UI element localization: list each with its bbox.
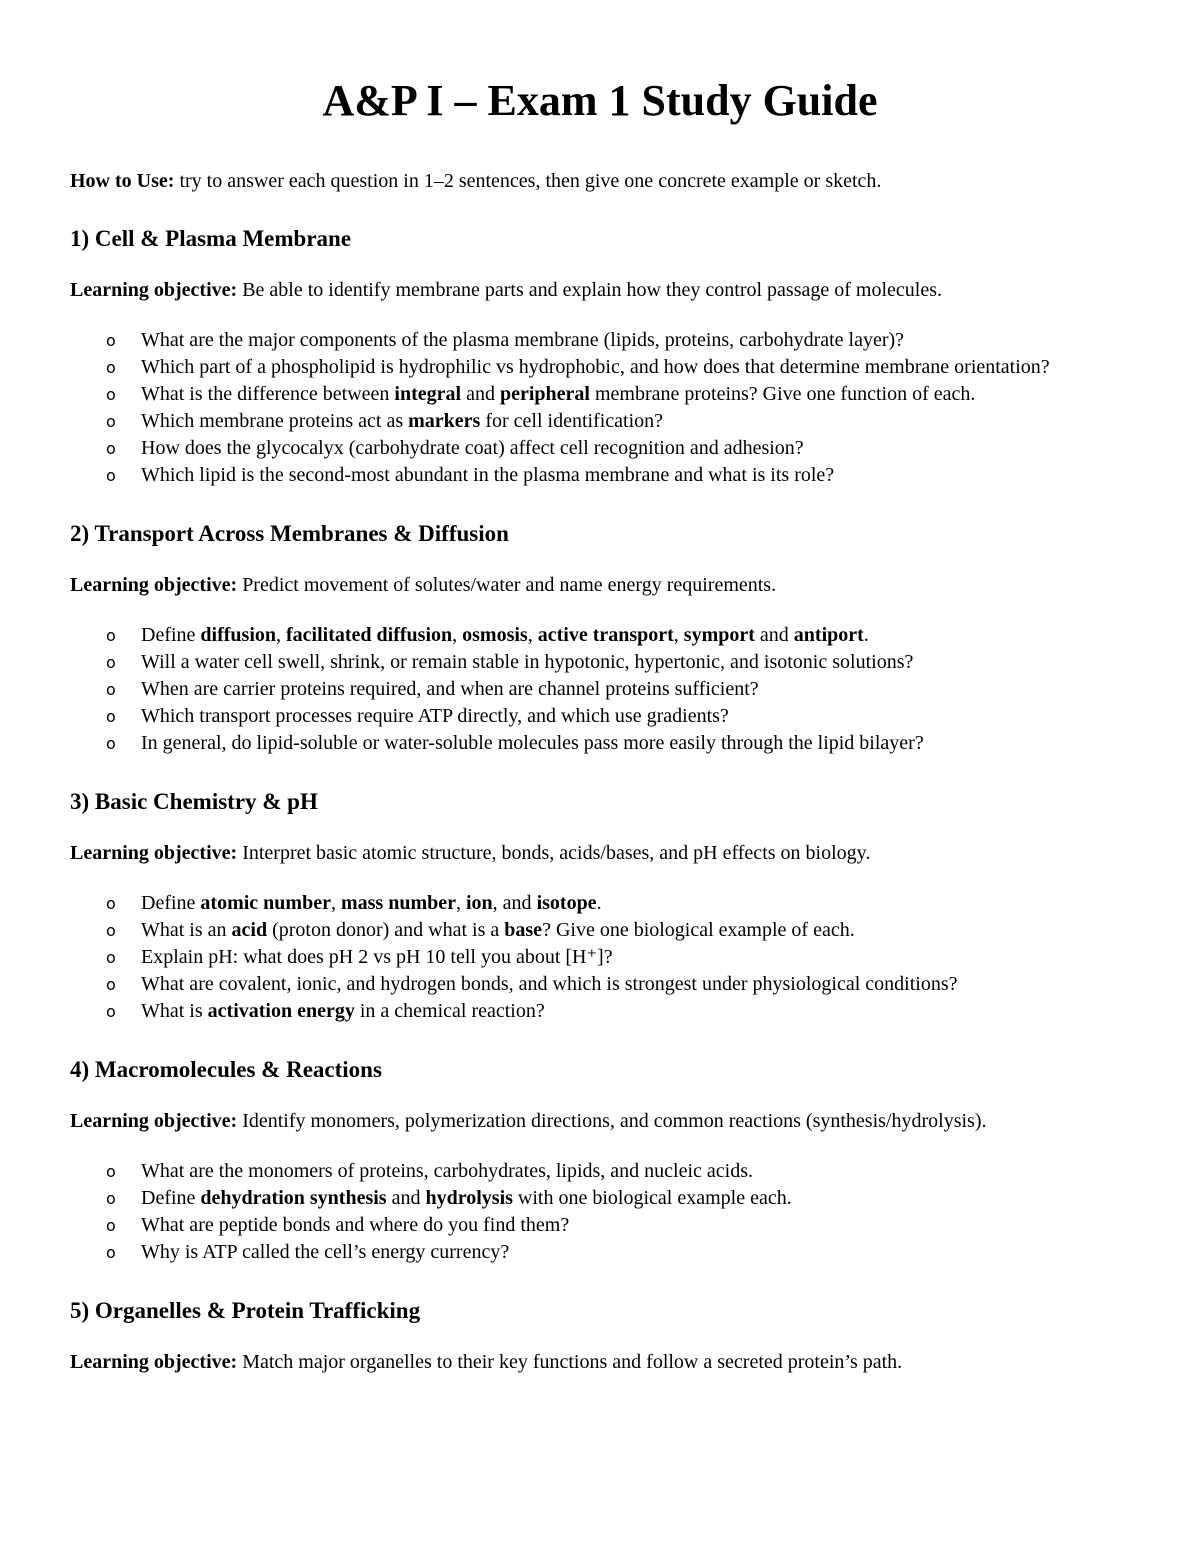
question-item [70, 703, 1130, 730]
hollow-circle-bullet-icon: o [106, 358, 116, 377]
question-text: Explain pH: what does pH 2 vs pH 10 tell you about [H⁺]? [141, 946, 613, 968]
hollow-circle-bullet-icon: o [106, 1002, 116, 1021]
hollow-circle-bullet-icon: o [106, 385, 116, 404]
page-title: A&P I – Exam 1 Study Guide [322, 76, 878, 125]
question-text: , [330, 892, 341, 914]
section-2 [70, 519, 1130, 757]
question-text: for cell identification? [480, 410, 664, 432]
question-text: In general, do lipid-soluble or water-soluble molecules pass more easily through the lipid bilayer? [141, 732, 924, 754]
question-item [70, 944, 1130, 971]
question-list [70, 1158, 1130, 1266]
question-text: in a chemical reaction? [354, 1000, 545, 1022]
question-text: Why is ATP called the cell’s energy currency? [141, 1241, 510, 1263]
question-list [70, 327, 1130, 489]
learning-objective-text: Match major organelles to their key functions and follow a secreted protein’s path. [242, 1351, 903, 1373]
key-term: ion [465, 892, 493, 914]
learning-objective-label: Learning objective: [70, 574, 238, 596]
question-text: , and [492, 892, 537, 914]
question-text: What is [141, 1000, 208, 1022]
question-item [70, 1239, 1130, 1266]
question-text: Define [141, 892, 201, 914]
question-text: (proton donor) and what is a [267, 919, 505, 941]
question-list [70, 890, 1130, 1025]
question-text: with one biological example each. [512, 1187, 792, 1209]
learning-objective [70, 1349, 1130, 1376]
question-text: Which transport processes require ATP directly, and which use gradients? [141, 705, 729, 727]
question-text: . [596, 892, 602, 914]
question-text: , [452, 624, 463, 646]
question-item [70, 354, 1130, 381]
learning-objective [70, 572, 1130, 599]
hollow-circle-bullet-icon: o [106, 439, 116, 458]
question-text: How does the glycocalyx (carbohydrate coat) affect cell recognition and adhesion? [141, 437, 804, 459]
question-text: Define [141, 1187, 201, 1209]
key-term: base [504, 919, 543, 941]
key-term: hydrolysis [425, 1187, 513, 1209]
key-term: integral [394, 383, 462, 405]
hollow-circle-bullet-icon: o [106, 1243, 116, 1262]
hollow-circle-bullet-icon: o [106, 412, 116, 431]
learning-objective [70, 840, 1130, 867]
hollow-circle-bullet-icon: o [106, 626, 116, 645]
hollow-circle-bullet-icon: o [106, 921, 116, 940]
key-term: active transport [537, 624, 674, 646]
learning-objective [70, 1108, 1130, 1135]
learning-objective-label: Learning objective: [70, 842, 238, 864]
key-term: acid [231, 919, 268, 941]
question-text: , [527, 624, 538, 646]
question-text: and [461, 383, 500, 405]
question-item [70, 435, 1130, 462]
question-text: What are covalent, ionic, and hydrogen bonds, and which is strongest under physiological conditions? [141, 973, 958, 995]
question-text: and [386, 1187, 426, 1209]
key-term: osmosis [462, 624, 528, 646]
learning-objective-label: Learning objective: [70, 1351, 238, 1373]
learning-objective-text: Predict movement of solutes/water and name energy requirements. [242, 574, 777, 596]
hollow-circle-bullet-icon: o [106, 975, 116, 994]
question-item [70, 890, 1130, 917]
question-item [70, 327, 1130, 354]
how-to-use-text: try to answer each question in 1–2 sentences, then give one concrete example or sketch. [179, 170, 882, 192]
question-item [70, 1185, 1130, 1212]
section-4 [70, 1055, 1130, 1266]
hollow-circle-bullet-icon: o [106, 948, 116, 967]
key-term: facilitated diffusion [286, 624, 453, 646]
hollow-circle-bullet-icon: o [106, 1162, 116, 1181]
key-term: isotope [536, 892, 597, 914]
question-item [70, 408, 1130, 435]
question-item [70, 649, 1130, 676]
key-term: activation energy [207, 1000, 355, 1022]
question-text: , [455, 892, 466, 914]
key-term: dehydration synthesis [200, 1187, 387, 1209]
learning-objective-text: Identify monomers, polymerization directions, and common reactions (synthesis/hydrolysis). [242, 1110, 987, 1132]
question-item [70, 998, 1130, 1025]
hollow-circle-bullet-icon: o [106, 894, 116, 913]
section-heading: 5) Organelles & Protein Trafficking [70, 1298, 421, 1323]
key-term: atomic number [200, 892, 331, 914]
section-heading: 3) Basic Chemistry & pH [70, 789, 318, 814]
question-text: membrane proteins? Give one function of each. [589, 383, 976, 405]
question-text: and [754, 624, 794, 646]
question-text: ? Give one biological example of each. [542, 919, 855, 941]
question-text: Will a water cell swell, shrink, or remain stable in hypotonic, hypertonic, and isotonic solutions? [141, 651, 914, 673]
question-item [70, 730, 1130, 757]
learning-objective-label: Learning objective: [70, 1110, 238, 1132]
question-text: Which part of a phospholipid is hydrophilic vs hydrophobic, and how does that determine membrane orientation? [141, 356, 1050, 378]
learning-objective-text: Be able to identify membrane parts and explain how they control passage of molecules. [242, 279, 942, 301]
question-item [70, 381, 1130, 408]
question-item [70, 917, 1130, 944]
section-heading: 2) Transport Across Membranes & Diffusion [70, 521, 509, 546]
question-text: . [863, 624, 869, 646]
hollow-circle-bullet-icon: o [106, 331, 116, 350]
question-item [70, 971, 1130, 998]
how-to-use-label: How to Use: [70, 170, 175, 192]
question-list [70, 622, 1130, 757]
question-text: Define [141, 624, 201, 646]
hollow-circle-bullet-icon: o [106, 707, 116, 726]
question-text: What are the major components of the plasma membrane (lipids, proteins, carbohydrate layer)? [141, 329, 905, 351]
key-term: markers [408, 410, 481, 432]
key-term: diffusion [200, 624, 277, 646]
hollow-circle-bullet-icon: o [106, 466, 116, 485]
question-text: What is the difference between [141, 383, 395, 405]
hollow-circle-bullet-icon: o [106, 653, 116, 672]
hollow-circle-bullet-icon: o [106, 1216, 116, 1235]
question-item [70, 622, 1130, 649]
sections-container [70, 224, 1130, 1376]
learning-objective-text: Interpret basic atomic structure, bonds, acids/bases, and pH effects on biology. [242, 842, 871, 864]
question-text: What are the monomers of proteins, carbohydrates, lipids, and nucleic acids. [141, 1160, 754, 1182]
section-1 [70, 224, 1130, 489]
key-term: symport [683, 624, 755, 646]
key-term: peripheral [499, 383, 590, 405]
key-term: mass number [340, 892, 456, 914]
section-heading: 4) Macromolecules & Reactions [70, 1057, 382, 1082]
question-item [70, 1212, 1130, 1239]
hollow-circle-bullet-icon: o [106, 734, 116, 753]
question-item [70, 676, 1130, 703]
learning-objective-label: Learning objective: [70, 279, 238, 301]
section-5 [70, 1296, 1130, 1376]
question-text: , [276, 624, 287, 646]
learning-objective [70, 277, 1130, 304]
how-to-use [70, 168, 1130, 194]
question-text: What is an [141, 919, 232, 941]
question-item [70, 1158, 1130, 1185]
question-text: Which lipid is the second-most abundant in the plasma membrane and what is its role? [141, 464, 835, 486]
question-item [70, 462, 1130, 489]
key-term: antiport [793, 624, 864, 646]
hollow-circle-bullet-icon: o [106, 680, 116, 699]
section-3 [70, 787, 1130, 1025]
section-heading: 1) Cell & Plasma Membrane [70, 226, 352, 251]
hollow-circle-bullet-icon: o [106, 1189, 116, 1208]
question-text: , [673, 624, 684, 646]
question-text: What are peptide bonds and where do you find them? [141, 1214, 570, 1236]
question-text: When are carrier proteins required, and when are channel proteins sufficient? [141, 678, 759, 700]
question-text: Which membrane proteins act as [141, 410, 409, 432]
